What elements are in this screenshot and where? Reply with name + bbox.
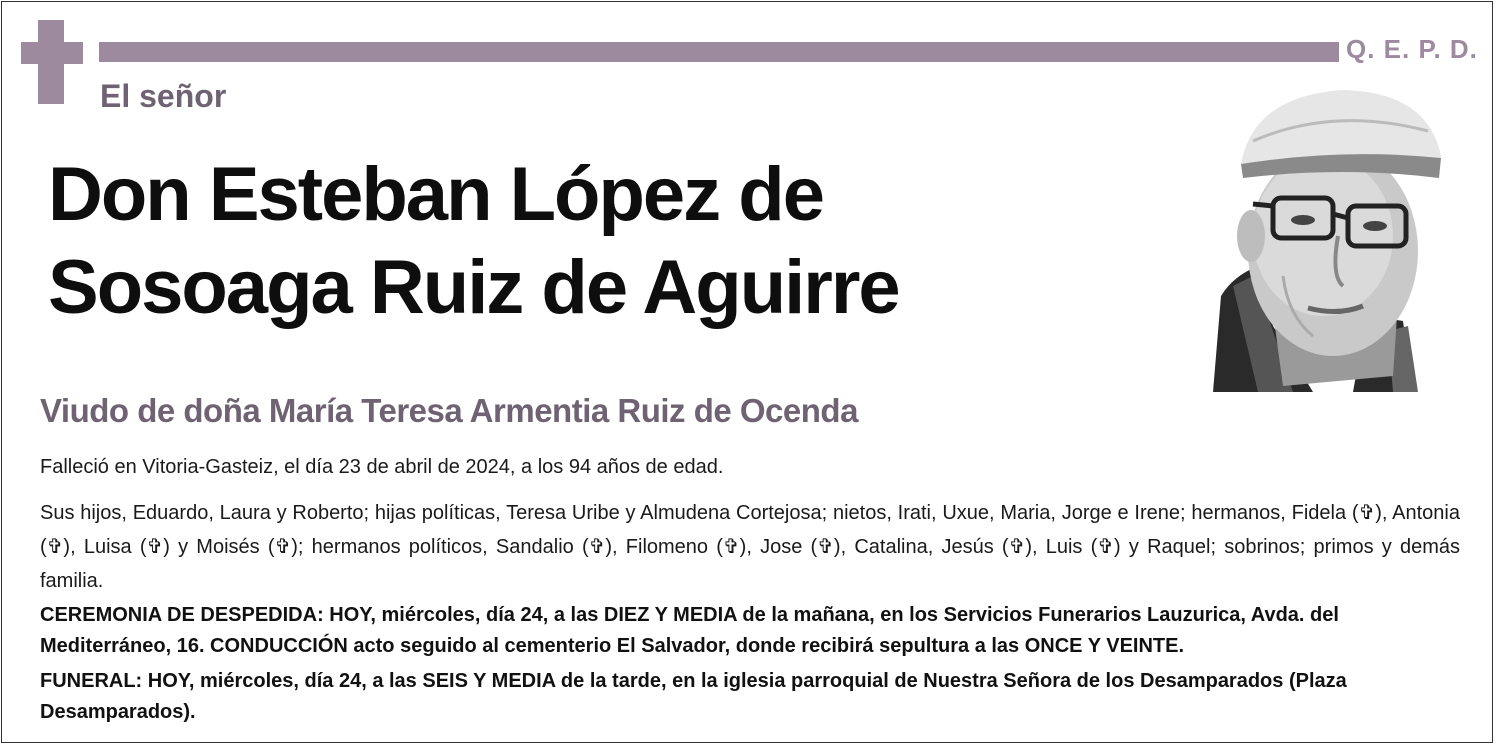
name-line-2: Sosoaga Ruiz de Aguirre [48,245,899,330]
death-notice: Falleció en Vitoria-Gasteiz, el día 23 de abril de 2024, a los 94 años de edad. [40,456,724,478]
funeral-details: FUNERAL: HOY, miércoles, día 24, a las SEIS Y MEDIA de la tarde, en la iglesia parroquial de Nuestra Señora de los Desamparados (Plaza Desamparados). [40,670,1347,723]
widower-of: Viudo de doña María Teresa Armentia Ruiz de Ocenda [40,392,858,429]
portrait-photo [1213,86,1442,392]
header-rule [99,42,1339,62]
name-line-1: Don Esteban López de [48,152,823,237]
ceremony-details: CEREMONIA DE DESPEDIDA: HOY, miércoles, día 24, a las DIEZ Y MEDIA de la mañana, en los Servicios Funerarios Lauzurica, Avda. del Mediterráneo, 16. CONDUCCIÓN acto seguido al cementerio El Salvador, donde recibirá sepultura a las ONCE Y VEINTE. [40,604,1339,657]
qepd-label: Q. E. P. D. [1346,34,1478,64]
obituary-card [1,1,1493,743]
cross-icon-arm [21,42,83,64]
family-list: Sus hijos, Eduardo, Laura y Roberto; hijas políticas, Teresa Uribe y Almudena Cortejosa; nietos, Irati, Uxue, Maria, Jorge e Irene; hermanos, Fidela (✞), Antonia (✞), Luisa (✞) y Moisés (✞); hermanos políticos, Sandalio (✞), Filomeno (✞), Jose (✞), Catalina, Jesús (✞), Luis (✞) y Raquel; sobrinos; primos y demás familia. [40,502,1460,592]
deceased-name [48,148,899,334]
portrait-photo-illustration [1213,86,1442,392]
salutation: El señor [100,78,227,114]
